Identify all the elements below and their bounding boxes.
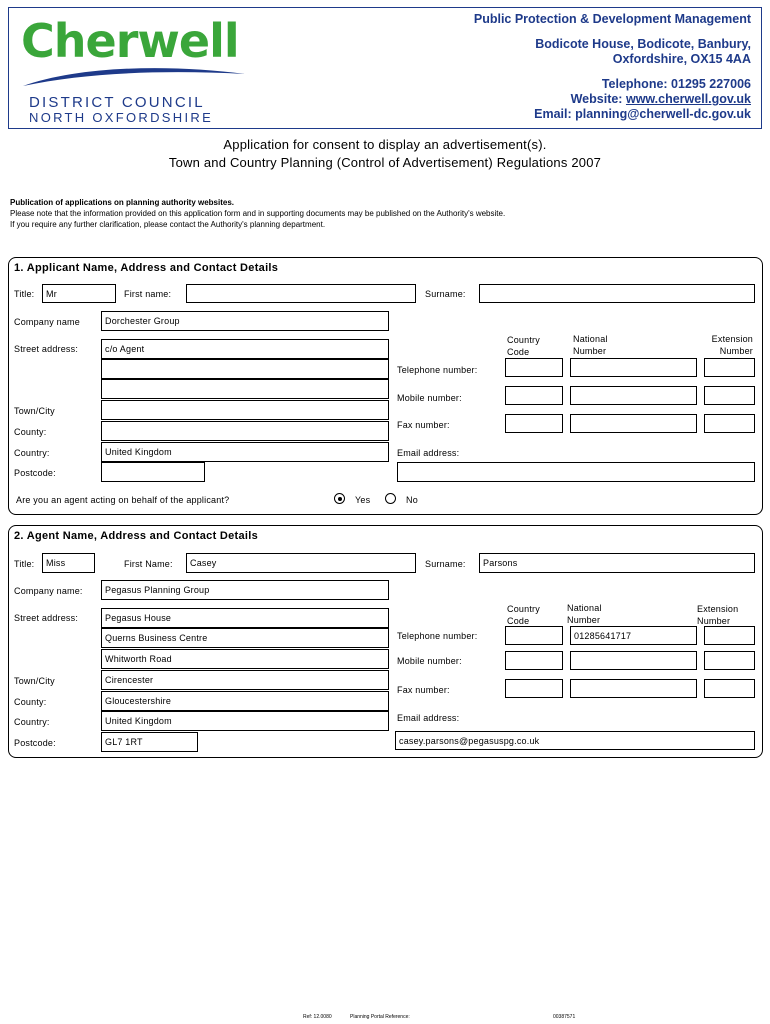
- website-row: [474, 92, 751, 107]
- s2-email-label: Email address:: [397, 713, 460, 723]
- form-title: [0, 136, 770, 172]
- s1-agent-no-label: No: [406, 495, 418, 505]
- publication-line-1: Please note that the information provided on this application form and in supporting documents may be published on the Authority's website.: [10, 209, 506, 218]
- s1-col-extension-number: Extension Number: [711, 334, 753, 356]
- s1-county-label: County:: [14, 427, 47, 437]
- s1-street-line-2[interactable]: [101, 359, 389, 379]
- s1-agent-yes-radio[interactable]: [334, 493, 345, 504]
- letterhead: [8, 7, 762, 129]
- s2-fax-extension[interactable]: [704, 679, 755, 698]
- s2-postcode-label: Postcode:: [14, 738, 56, 748]
- phone: Telephone: 01295 227006: [601, 77, 751, 91]
- s2-title-label: Title:: [14, 559, 35, 569]
- s1-col-country-code: Country Code: [507, 335, 540, 357]
- s1-telephone-label: Telephone number:: [397, 365, 478, 375]
- s2-company-label: Company name:: [14, 586, 83, 596]
- s1-postcode-label: Postcode:: [14, 468, 56, 478]
- s1-county-input[interactable]: [101, 421, 389, 441]
- s1-town-input[interactable]: [101, 400, 389, 420]
- s1-town-label: Town/City: [14, 406, 55, 416]
- s1-agent-yes-label: Yes: [355, 495, 371, 505]
- logo-line-1: DISTRICT COUNCIL: [29, 94, 205, 111]
- s1-mobile-country-code[interactable]: [505, 386, 563, 405]
- s2-first-name-label: First Name:: [124, 559, 173, 569]
- s2-street-label: Street address:: [14, 613, 79, 623]
- s1-title-input[interactable]: Mr: [42, 284, 116, 303]
- footer-portal-label: Planning Portal Reference:: [350, 1014, 410, 1020]
- s2-town-label: Town/City: [14, 676, 55, 686]
- logo-line-2: NORTH OXFORDSHIRE: [29, 110, 214, 125]
- publication-heading: Publication of applications on planning authority websites.: [10, 198, 235, 207]
- s2-surname-label: Surname:: [425, 559, 466, 569]
- dept-name: Public Protection & Development Management: [473, 12, 751, 26]
- s2-street-line-3[interactable]: Whitworth Road: [101, 649, 389, 669]
- s2-fax-country-code[interactable]: [505, 679, 563, 698]
- s2-email-input[interactable]: casey.parsons@pegasuspg.co.uk: [395, 731, 755, 750]
- s1-fax-national[interactable]: [570, 414, 697, 433]
- s2-tel-national[interactable]: 01285641717: [570, 626, 697, 645]
- s2-town-input[interactable]: Cirencester: [101, 670, 389, 690]
- website-link[interactable]: www.cherwell.gov.uk: [625, 92, 751, 106]
- publication-line-2: If you require any further clarification, please contact the Authority's planning department.: [10, 220, 326, 229]
- s2-company-input[interactable]: Pegasus Planning Group: [101, 580, 389, 600]
- s1-email-label: Email address:: [397, 448, 460, 458]
- section-1-title: 1. Applicant Name, Address and Contact Details: [14, 262, 279, 274]
- s1-email-input[interactable]: [397, 462, 755, 482]
- email: Email: planning@cherwell-dc.gov.uk: [534, 107, 751, 121]
- section-2-title: 2. Agent Name, Address and Contact Details: [14, 530, 259, 542]
- s2-fax-label: Fax number:: [397, 685, 450, 695]
- s1-country-label: Country:: [14, 448, 50, 458]
- s2-country-label: Country:: [14, 717, 50, 727]
- s2-col-extension-number: Extension Number: [697, 604, 739, 626]
- s2-street-line-2[interactable]: Querns Business Centre: [101, 628, 389, 648]
- s1-fax-country-code[interactable]: [505, 414, 563, 433]
- s2-country-input[interactable]: United Kingdom: [101, 711, 389, 731]
- s1-col-national-number: National Number: [573, 334, 608, 356]
- s1-country-input[interactable]: United Kingdom: [101, 442, 389, 462]
- website-label: Website:: [570, 92, 623, 106]
- s1-street-line-1[interactable]: c/o Agent: [101, 339, 389, 359]
- s1-street-label: Street address:: [14, 344, 79, 354]
- s2-street-line-1[interactable]: Pegasus House: [101, 608, 389, 628]
- s2-fax-national[interactable]: [570, 679, 697, 698]
- s1-fax-extension[interactable]: [704, 414, 755, 433]
- logo-wordmark: Cherwell: [21, 14, 239, 68]
- s2-tel-extension[interactable]: [704, 626, 755, 645]
- s1-agent-no-radio[interactable]: [385, 493, 396, 504]
- s2-tel-country-code[interactable]: [505, 626, 563, 645]
- s2-first-name-input[interactable]: Casey: [186, 553, 416, 573]
- s2-postcode-input[interactable]: GL7 1RT: [101, 732, 198, 752]
- s2-col-country-code: Country Code: [507, 604, 540, 626]
- form-title-line-2: Town and Country Planning (Control of Advertisement) Regulations 2007: [168, 155, 602, 170]
- s1-first-name-label: First name:: [124, 289, 172, 299]
- publication-notice: [10, 197, 762, 230]
- footer-portal-value: 00387571: [553, 1014, 576, 1020]
- s1-mobile-national[interactable]: [570, 386, 697, 405]
- s1-tel-country-code[interactable]: [505, 358, 563, 377]
- footer-ref: Ref: 12.0080: [303, 1014, 332, 1020]
- s2-telephone-label: Telephone number:: [397, 631, 478, 641]
- s1-fax-label: Fax number:: [397, 420, 450, 430]
- address-line-2: Oxfordshire, OX15 4AA: [612, 52, 751, 66]
- s2-title-input[interactable]: Miss: [42, 553, 95, 573]
- s2-county-label: County:: [14, 697, 47, 707]
- s2-mobile-label: Mobile number:: [397, 656, 462, 666]
- s1-tel-extension[interactable]: [704, 358, 755, 377]
- s1-mobile-label: Mobile number:: [397, 393, 462, 403]
- dept-info: [474, 12, 751, 122]
- s1-first-name-input[interactable]: [186, 284, 416, 303]
- s1-surname-label: Surname:: [425, 289, 466, 299]
- s1-postcode-input[interactable]: [101, 462, 205, 482]
- s1-agent-question: Are you an agent acting on behalf of the applicant?: [16, 495, 230, 505]
- s1-street-line-3[interactable]: [101, 379, 389, 399]
- form-title-line-1: Application for consent to display an advertisement(s).: [223, 137, 547, 152]
- s1-title-label: Title:: [14, 289, 35, 299]
- s2-mobile-national[interactable]: [570, 651, 697, 670]
- s2-col-national-number: National Number: [567, 603, 602, 625]
- logo-swoosh: [19, 64, 249, 90]
- council-logo: [19, 12, 249, 124]
- s2-county-input[interactable]: Gloucestershire: [101, 691, 389, 711]
- s1-company-input[interactable]: Dorchester Group: [101, 311, 389, 331]
- s2-surname-input[interactable]: Parsons: [479, 553, 755, 573]
- s1-tel-national[interactable]: [570, 358, 697, 377]
- s1-mobile-extension[interactable]: [704, 386, 755, 405]
- s1-company-label: Company name: [14, 317, 80, 327]
- s2-mobile-country-code[interactable]: [505, 651, 563, 670]
- s1-surname-input[interactable]: [479, 284, 755, 303]
- s2-mobile-extension[interactable]: [704, 651, 755, 670]
- address-line-1: Bodicote House, Bodicote, Banbury,: [535, 37, 751, 51]
